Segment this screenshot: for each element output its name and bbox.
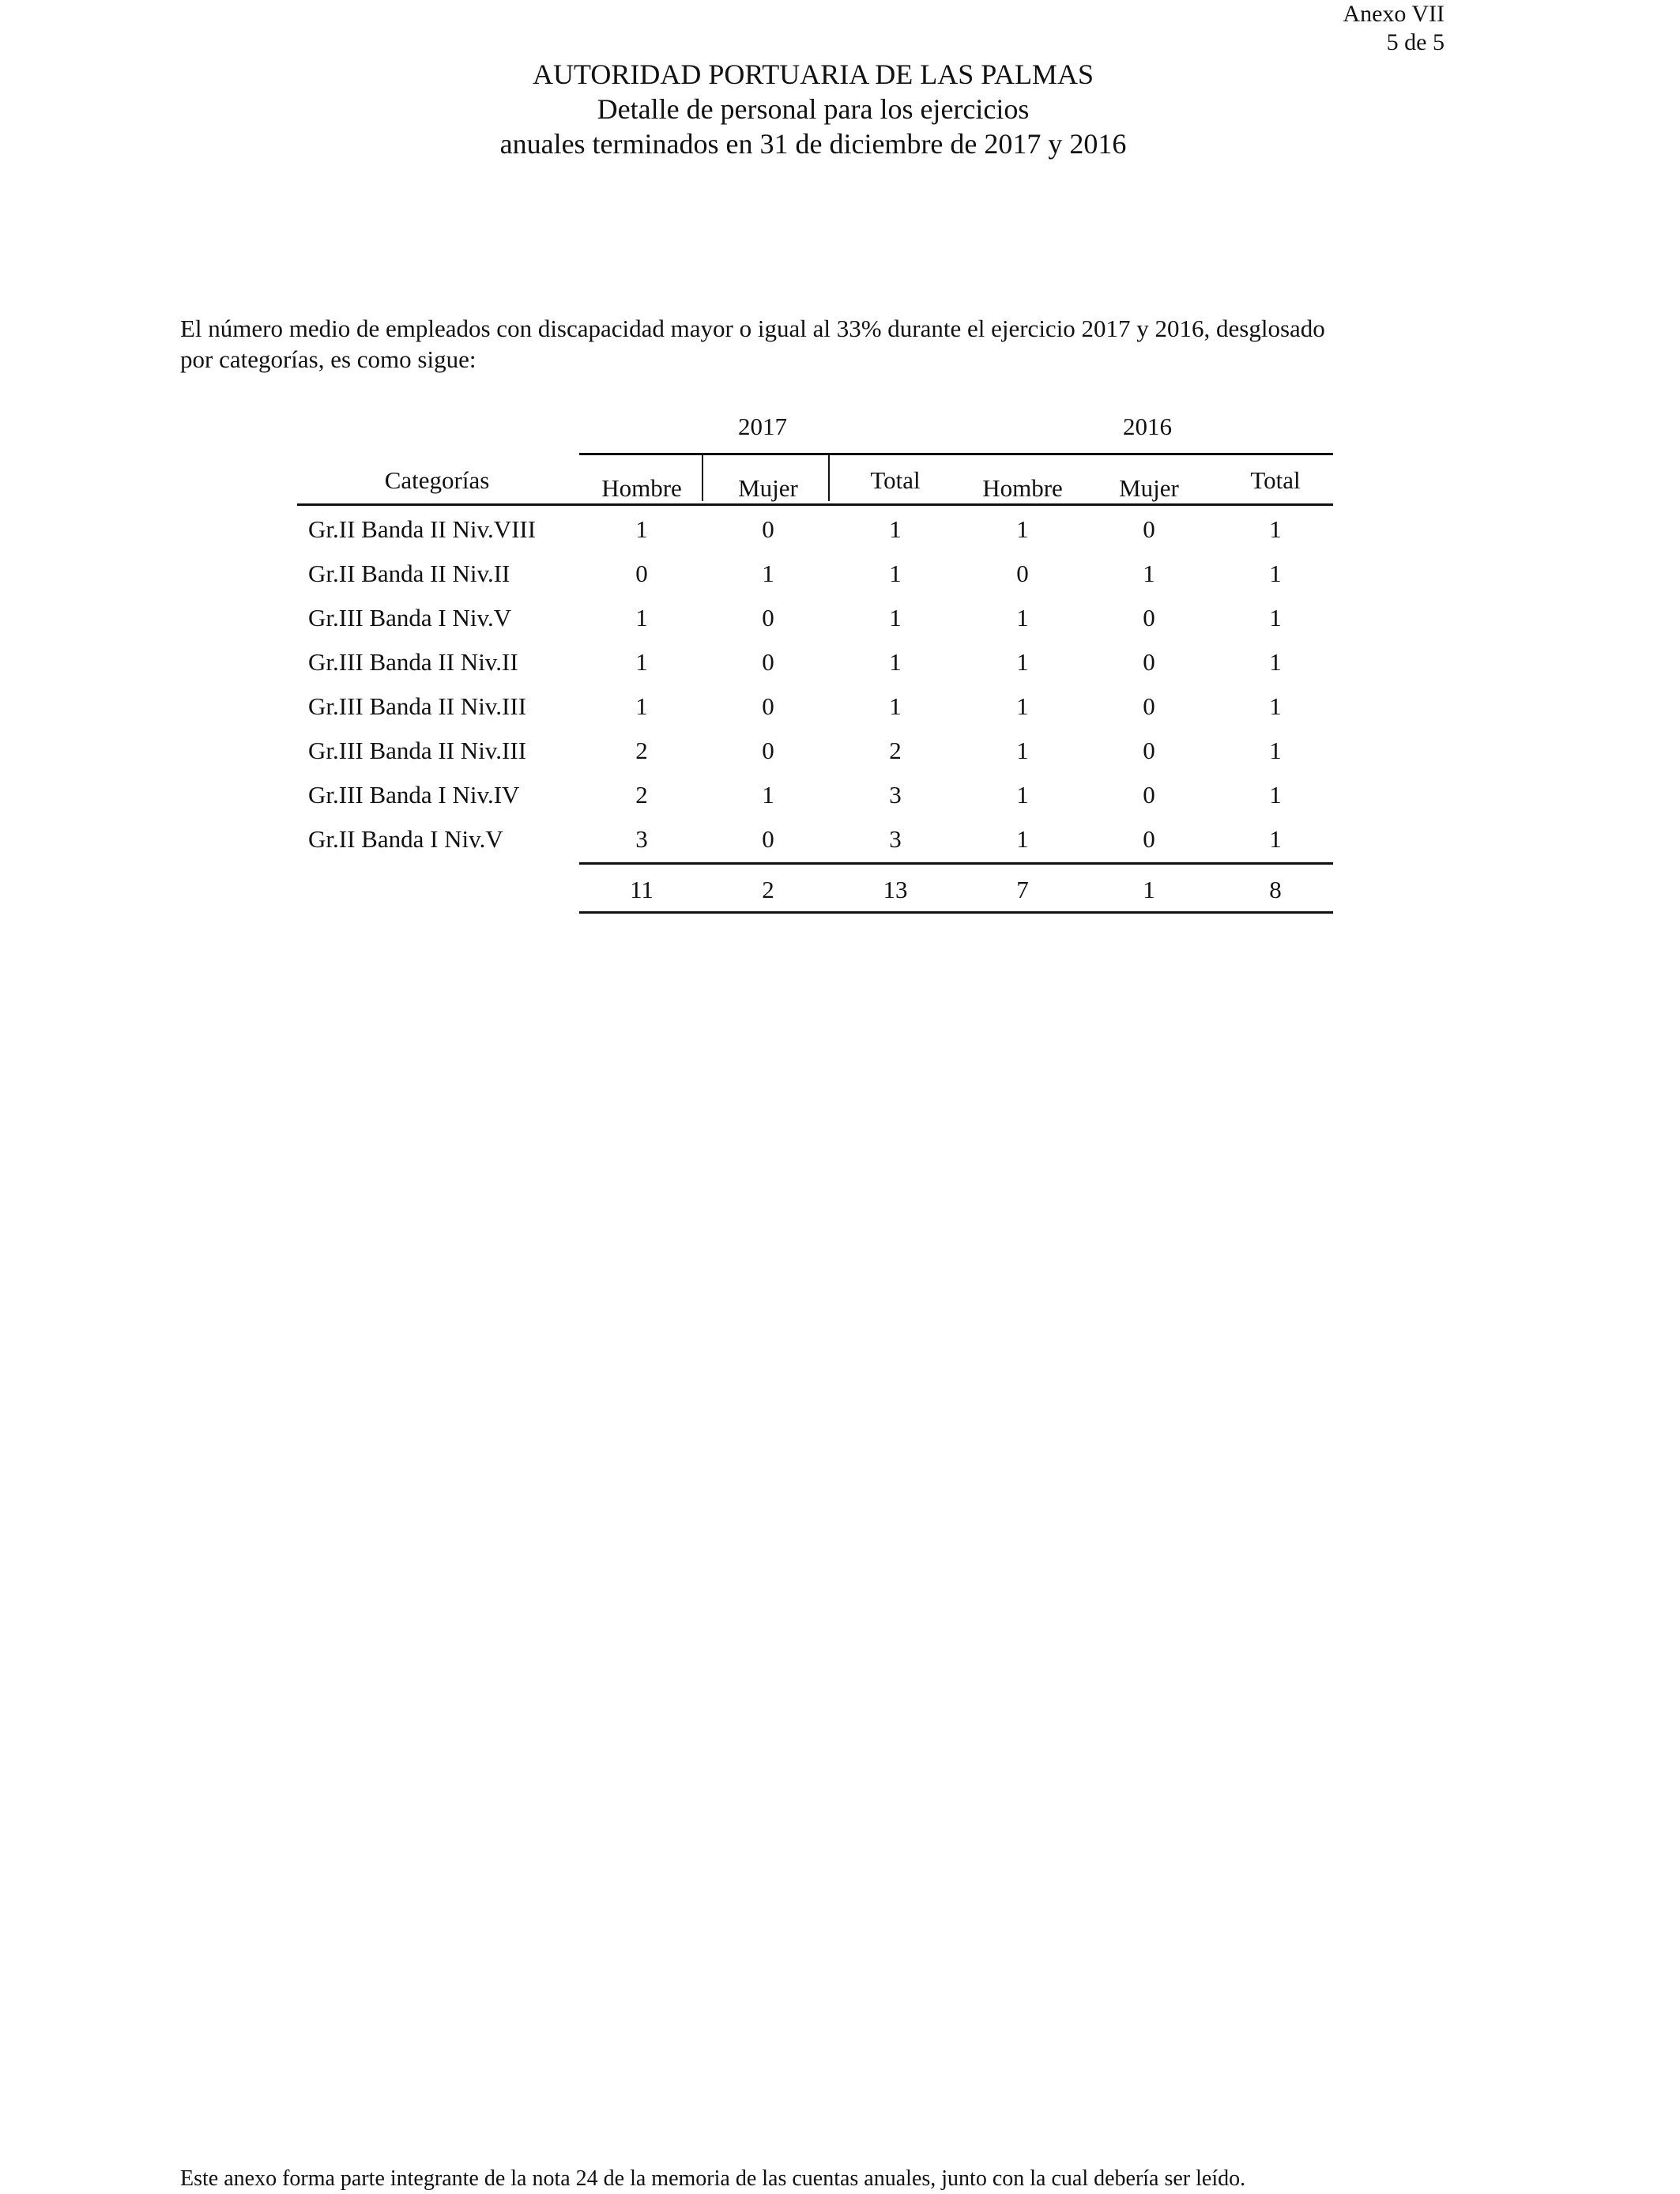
disability-staff-table (0, 0, 1680, 948)
cell-mujer-2017: 0 (762, 515, 774, 543)
cell-category: Gr.III Banda II Niv.II (308, 648, 518, 676)
cell-total-2017: 2 (889, 737, 902, 764)
footer-note: Este anexo forma parte integrante de la nota 24 de la memoria de las cuentas anuales, junto con la cual debería ser leído. (180, 2166, 1246, 2191)
cell-total-2016: 1 (1269, 737, 1282, 764)
page-number: 5 de 5 (1386, 29, 1445, 55)
cell-mujer-2016: 0 (1143, 737, 1155, 764)
cell-total-2017: 1 (889, 648, 902, 676)
cell-hombre-2017: 1 (635, 515, 648, 543)
cell-total-2016: 1 (1269, 560, 1282, 587)
cell-mujer-2017: 1 (762, 781, 774, 809)
cell-hombre-2016: 1 (1016, 737, 1029, 764)
total-total-2017: 13 (883, 876, 908, 903)
col-header-mujer-2017: Mujer (738, 474, 798, 502)
cell-total-2016: 1 (1269, 781, 1282, 809)
totals-bottom-rule (579, 911, 1333, 914)
cell-mujer-2017: 1 (762, 560, 774, 587)
column-divider (828, 454, 830, 501)
cell-mujer-2016: 0 (1143, 781, 1155, 809)
col-header-hombre-2017: Hombre (601, 474, 682, 502)
cell-mujer-2017: 0 (762, 648, 774, 676)
column-divider (702, 454, 703, 501)
total-mujer-2017: 2 (762, 876, 774, 903)
cell-total-2016: 1 (1269, 648, 1282, 676)
col-header-categorias: Categorías (384, 466, 490, 494)
cell-mujer-2016: 0 (1143, 692, 1155, 720)
cell-category: Gr.III Banda II Niv.III (308, 737, 527, 764)
col-header-total-2016: Total (1250, 466, 1301, 494)
intro-line-2: por categorías, es como sigue: (180, 345, 477, 373)
cell-category: Gr.III Banda I Niv.IV (308, 781, 520, 809)
header-bottom-rule (297, 503, 1333, 506)
cell-hombre-2016: 1 (1016, 604, 1029, 631)
cell-total-2017: 1 (889, 604, 902, 631)
cell-mujer-2016: 0 (1143, 825, 1155, 853)
cell-hombre-2017: 3 (635, 825, 648, 853)
cell-hombre-2017: 2 (635, 781, 648, 809)
cell-total-2016: 1 (1269, 692, 1282, 720)
cell-mujer-2016: 0 (1143, 604, 1155, 631)
cell-hombre-2017: 2 (635, 737, 648, 764)
cell-hombre-2016: 0 (1016, 560, 1029, 587)
cell-total-2016: 1 (1269, 515, 1282, 543)
cell-total-2016: 1 (1269, 604, 1282, 631)
cell-mujer-2017: 0 (762, 825, 774, 853)
cell-hombre-2017: 1 (635, 648, 648, 676)
cell-total-2017: 1 (889, 692, 902, 720)
cell-hombre-2017: 1 (635, 604, 648, 631)
cell-total-2017: 3 (889, 781, 902, 809)
col-header-total-2017: Total (870, 466, 921, 494)
col-header-hombre-2016: Hombre (982, 474, 1063, 502)
total-mujer-2016: 1 (1143, 876, 1155, 903)
col-header-mujer-2016: Mujer (1119, 474, 1179, 502)
cell-category: Gr.III Banda I Niv.V (308, 604, 512, 631)
year-2017-header: 2017 (738, 413, 787, 440)
cell-total-2017: 1 (889, 515, 902, 543)
cell-hombre-2017: 1 (635, 692, 648, 720)
cell-category: Gr.II Banda II Niv.VIII (308, 515, 537, 543)
document-subtitle: Detalle de personal para los ejercicios (597, 93, 1030, 125)
cell-hombre-2016: 1 (1016, 515, 1029, 543)
cell-mujer-2016: 0 (1143, 515, 1155, 543)
totals-top-rule (579, 862, 1333, 865)
document-period: anuales terminados en 31 de diciembre de 2017 y 2016 (499, 128, 1127, 160)
annex-title: Anexo VII (1343, 1, 1445, 27)
cell-category: Gr.III Banda II Niv.III (308, 692, 527, 720)
cell-hombre-2016: 1 (1016, 692, 1029, 720)
cell-total-2017: 1 (889, 560, 902, 587)
total-total-2016: 8 (1269, 876, 1282, 903)
intro-line-1: El número medio de empleados con discapacidad mayor o igual al 33% durante el ejercicio 2017 y 2016, desglosado (180, 315, 1325, 342)
cell-mujer-2017: 0 (762, 604, 774, 631)
year-header-rule (579, 453, 1333, 455)
organization-name: AUTORIDAD PORTUARIA DE LAS PALMAS (533, 58, 1094, 90)
cell-category: Gr.II Banda I Niv.V (308, 825, 503, 853)
cell-total-2017: 3 (889, 825, 902, 853)
cell-mujer-2017: 0 (762, 692, 774, 720)
cell-mujer-2017: 0 (762, 737, 774, 764)
year-2016-header: 2016 (1123, 413, 1172, 440)
cell-category: Gr.II Banda II Niv.II (308, 560, 510, 587)
cell-hombre-2016: 1 (1016, 825, 1029, 853)
cell-mujer-2016: 0 (1143, 648, 1155, 676)
cell-total-2016: 1 (1269, 825, 1282, 853)
total-hombre-2016: 7 (1016, 876, 1029, 903)
cell-mujer-2016: 1 (1143, 560, 1155, 587)
cell-hombre-2017: 0 (635, 560, 648, 587)
cell-hombre-2016: 1 (1016, 648, 1029, 676)
cell-hombre-2016: 1 (1016, 781, 1029, 809)
total-hombre-2017: 11 (630, 876, 654, 903)
